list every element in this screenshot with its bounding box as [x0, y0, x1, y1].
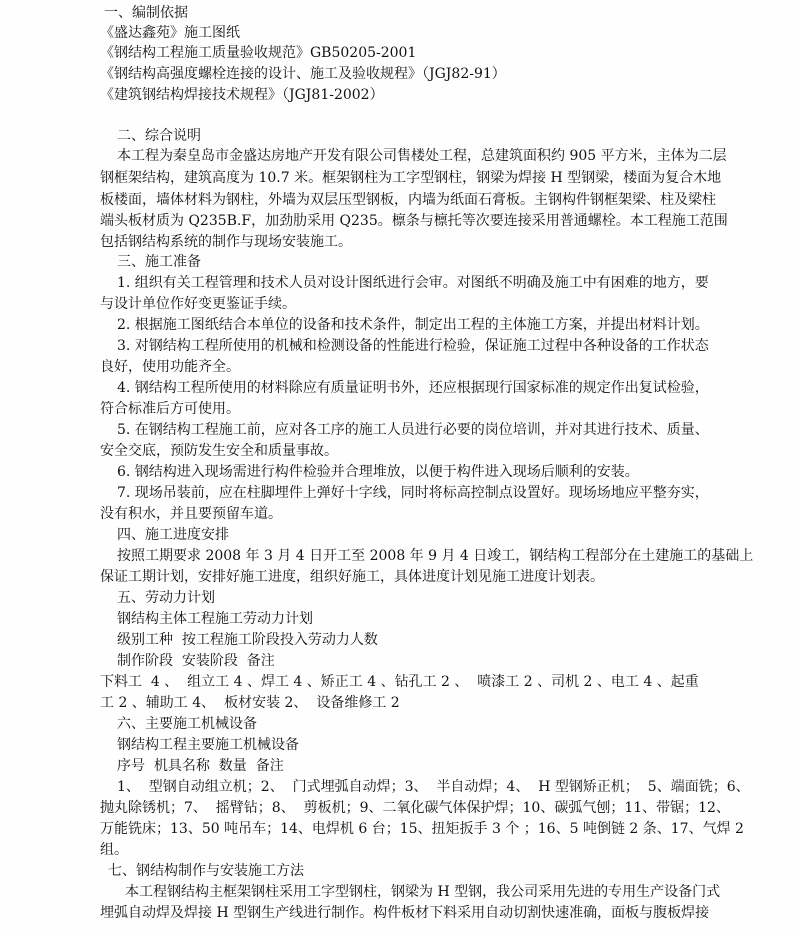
paragraph-line: 没有积水，并且要预留车道。 [100, 506, 282, 522]
paragraph-line: 下料工 4 、 组立工 4 、焊工 4 、矫正工 4 、钻孔工 2 、 喷漆工 2 、司机 2 、电工 4 、起重 [100, 674, 699, 690]
paragraph-line: 符合标准后方可使用。 [100, 401, 240, 417]
paragraph-line: 万能铣床；13、50 吨吊车；14、电焊机 6 台；15、扭矩扳手 3 个 ；16、5 吨倒链 2 条、17、气焊 2 [100, 821, 744, 837]
paragraph-line: 组。 [100, 842, 128, 858]
paragraph-line: 制作阶段 安装阶段 备注 [117, 653, 275, 669]
paragraph-line: 安全交底，预防发生安全和质量事故。 [100, 443, 338, 459]
paragraph-line: 按照工期要求 2008 年 3 月 4 日开工至 2008 年 9 月 4 日竣工，钢结构工程部分在土建施工的基础上 [117, 548, 754, 564]
paragraph-line: 7. 现场吊装前，应在柱脚埋件上弹好十字线，同时将标高控制点设置好。现场场地应平整夯实， [117, 485, 709, 501]
paragraph-line: 序号 机具名称 数量 备注 [117, 758, 284, 774]
section-heading-6: 六、主要施工机械设备 [117, 716, 257, 732]
paragraph-line: 5. 在钢结构工程施工前，应对各工序的施工人员进行必要的岗位培训，并对其进行技术、质量、 [117, 422, 709, 438]
paragraph-line: 4. 钢结构工程所使用的材料除应有质量证明书外，还应根据现行国家标准的规定作出复试检验， [117, 380, 709, 396]
paragraph-line: 与设计单位作好变更鉴证手续。 [100, 296, 296, 312]
paragraph-line: 包括钢结构系统的制作与现场安装施工。 [100, 234, 352, 250]
section-heading-7: 七、钢结构制作与安装施工方法 [108, 863, 304, 879]
paragraph-line: 工 2 、辅助工 4、 板材安装 2、 设备维修工 2 [100, 695, 400, 711]
paragraph-line: 埋弧自动焊及焊接 H 型钢生产线进行制作。构件板材下料采用自动切割快速准确，面板与腹板焊接 [100, 905, 710, 921]
paragraph-line: 本工程钢结构主框架钢柱采用工字型钢柱，钢梁为 H 型钢，我公司采用先进的专用生产设备门式 [125, 884, 721, 900]
paragraph-line: 抛丸除锈机；7、 摇臂钻；8、 剪板机；9、二氧化碳气体保护焊；10、碳弧气刨；11、带锯；12、 [100, 800, 730, 816]
section-heading-3: 三、施工准备 [117, 254, 201, 270]
section-heading-4: 四、施工进度安排 [117, 527, 229, 543]
paragraph-line: 良好，使用功能齐全。 [100, 359, 240, 375]
paragraph-line: 保证工期计划，安排好施工进度，组织好施工，具体进度计划见施工进度计划表。 [100, 569, 604, 585]
paragraph-line: 1. 组织有关工程管理和技术人员对设计图纸进行会审。对图纸不明确及施工中有困难的地方，要 [117, 275, 709, 291]
paragraph-line: 3. 对钢结构工程所使用的机械和检测设备的性能进行检验，保证施工过程中各种设备的工作状态 [117, 338, 709, 354]
section-heading-1: 一、编制依据 [90, 5, 188, 21]
reference-item: 《钢结构高强度螺栓连接的设计、施工及验收规程》（JGJ82-91） [100, 66, 506, 82]
reference-item: 《钢结构工程施工质量验收规范》GB50205-2001 [100, 45, 417, 61]
paragraph-line: 钢框架结构，建筑高度为 10.7 米。框架钢柱为工字型钢柱，钢梁为焊接 H 型钢梁，楼面为复合木地 [100, 170, 722, 186]
paragraph-line: 钢结构工程主要施工机械设备 [117, 737, 299, 753]
paragraph-line: 端头板材质为 Q235B.F，加劲肋采用 Q235。檩条与檩托等次要连接采用普通螺栓。本工程施工范围 [100, 213, 728, 229]
paragraph-line: 本工程为秦皇岛市金盛达房地产开发有限公司售楼处工程，总建筑面积约 905 平方米，主体为二层 [117, 148, 727, 164]
section-heading-2: 二、综合说明 [117, 128, 201, 144]
reference-item: 《建筑钢结构焊接技术规程》（JGJ81-2002） [100, 87, 384, 103]
paragraph-line: 2. 根据施工图纸结合本单位的设备和技术条件，制定出工程的主体施工方案，并提出材料计划。 [117, 317, 709, 333]
paragraph-line: 级别工种 按工程施工阶段投入劳动力人数 [117, 632, 378, 648]
paragraph-line: 板楼面，墙体材料为钢柱，外墙为双层压型钢板，内墙为纸面石膏板。主钢构件钢框架梁、柱及梁柱 [100, 192, 716, 208]
reference-item: 《盛达鑫苑》施工图纸 [100, 25, 240, 41]
paragraph-line: 6. 钢结构进入现场需进行构件检验并合理堆放，以便于构件进入现场后顺利的安装。 [117, 464, 639, 480]
paragraph-line: 1、 型钢自动组立机；2、 门式埋弧自动焊；3、 半自动焊；4、 H 型钢矫正机； 5、端面铣；6、 [117, 779, 750, 795]
section-heading-5: 五、劳动力计划 [117, 590, 215, 606]
paragraph-line: 钢结构主体工程施工劳动力计划 [117, 611, 313, 627]
